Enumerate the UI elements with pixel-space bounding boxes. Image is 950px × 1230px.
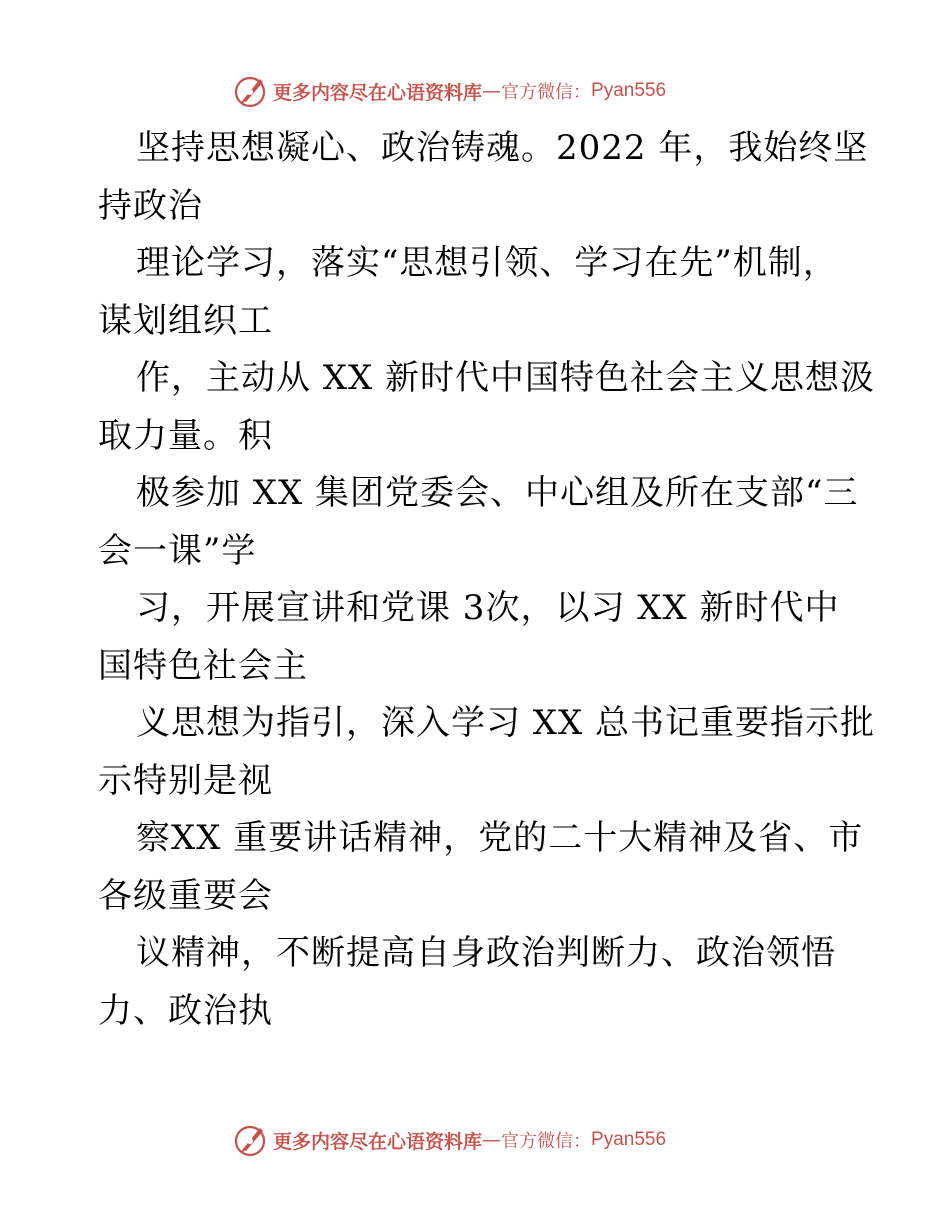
text-line: 习，开展宣讲和党课 3次，以习 XX 新时代中 [136,588,840,628]
text-line: 国特色社会主 [98,645,308,686]
footer-banner [233,1121,666,1159]
footer-dash: — [482,1129,502,1151]
header-slogan: 更多内容尽在心语资料库 [273,81,483,104]
text-line: 示特别是视 [98,760,273,801]
footer-wechat-label: 官方微信： [501,1131,592,1152]
text-line: 各级重要会 [98,875,273,916]
header-wechat-label: 官方微信： [501,82,592,103]
header-dash: — [482,80,502,102]
header-banner [233,72,666,110]
text-line: 极参加 XX 集团党委会、中心组及所在支部“三 [136,473,859,513]
text-line: 会一课”学 [98,530,257,571]
text-line: 作，主动从 XX 新时代中国特色社会主义思想汲 [136,358,876,398]
text-line: 议精神，不断提高自身政治判断力、政治领悟 [136,933,836,973]
footer-slogan: 更多内容尽在心语资料库 [273,1130,483,1153]
body-text [98,120,878,1040]
text-line: 谋划组织工 [98,300,273,341]
text-line: 持政治 [98,185,203,226]
header-wechat-id: Pyan556 [591,80,667,101]
text-line: 察XX 重要讲话精神，党的二十大精神及省、市 [136,818,864,858]
text-line: 取力量。积 [98,415,273,456]
text-line: 坚持思想凝心、政治铸魂。2022 年，我始终坚 [136,128,869,168]
text-line: 义思想为指引，深入学习 XX 总书记重要指示批 [136,703,876,743]
text-line: 理论学习，落实“思想引领、学习在先”机制， [136,243,838,283]
footer-wechat-id: Pyan556 [591,1129,667,1150]
quill-logo-icon [233,73,269,109]
quill-logo-icon [233,1122,269,1158]
text-line: 力、政治执 [98,990,273,1031]
